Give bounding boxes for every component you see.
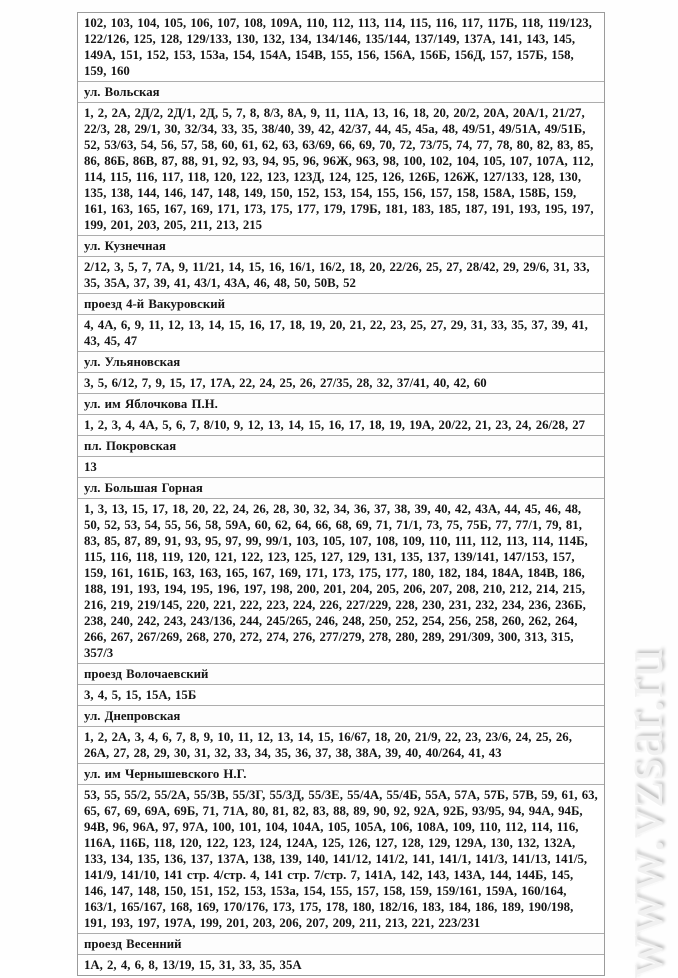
house-numbers-row: 4, 4А, 6, 9, 11, 12, 13, 14, 15, 16, 17, 18, 19, 20, 21, 22, 23, 25, 27, 29, 31, 33, 35, 37, 39, 41, 43, 45, 47 [78, 315, 604, 352]
street-header-row: ул. Большая Горная [78, 478, 604, 499]
house-numbers-row: 1, 3, 13, 15, 17, 18, 20, 22, 24, 26, 28, 30, 32, 34, 36, 37, 38, 39, 40, 42, 43А, 44, 45, 46, 48, 50, 52, 53, 54, 55, 56, 58, 59А, 60, 62, 64, 66, 68, 69, 71, 71/1, 73, 75, 75Б, 77, 77/1, 79, 81, 83, 85, 87, 89, 91, 93, 95, 97, 99, 99/1, 103, 105, 107, 108, 109, 110, 111, 112, 113, 114, 114Б, 115, 116, 118, 119, 120, 121, 122, 123, 125, 127, 129, 131, 135, 137, 139/141, 147/153, 157, 159, 161, 161Б, 163, 163, 165, 167, 169, 171, 173, 175, 177, 180, 182, 184, 184А, 184В, 186, 188, 191, 193, 194, 195, 196, 197, 198, 200, 201, 204, 205, 206, 207, 208, 210, 212, 214, 215, 216, 219, 219/145, 220, 221, 222, 223, 224, 226, 227/229, 228, 230, 231, 232, 234, 236, 236Б, 238, 240, 242, 243, 243/136, 244, 245/265, 246, 248, 250, 252, 254, 256, 258, 260, 262, 264, 266, 267, 267/269, 268, 270, 272, 274, 276, 277/279, 278, 280, 289, 291/309, 300, 313, 315, 357/3 [78, 499, 604, 664]
site-watermark: www.vzsar.ru [610, 647, 675, 978]
street-header-row: проезд Весенний [78, 934, 604, 955]
street-header-row: ул. им Чернышевского Н.Г. [78, 764, 604, 785]
house-numbers-row: 2/12, 3, 5, 7, 7А, 9, 11/21, 14, 15, 16, 16/1, 16/2, 18, 20, 22/26, 25, 27, 28/42, 29, 29/6, 31, 33, 35, 35А, 37, 39, 41, 43/1, 43А, 46, 48, 50, 50В, 52 [78, 257, 604, 294]
street-header-row: ул. Вольская [78, 82, 604, 103]
house-numbers-row: 53, 55, 55/2, 55/2А, 55/3В, 55/3Г, 55/3Д, 55/3Е, 55/4А, 55/4Б, 55А, 57А, 57Б, 57В, 59, 61, 63, 65, 67, 69, 69А, 69Б, 71, 71А, 80, 81, 82, 83, 88, 89, 90, 92, 92А, 92Б, 93/95, 94, 94А, 94Б, 94В, 96, 96А, 97, 97А, 100, 101, 104, 104А, 105, 105А, 106, 108А, 109, 110, 112, 114, 116, 116А, 116Б, 118, 120, 122, 123, 124, 124А, 125, 126, 127, 128, 129, 129А, 130, 132, 132А, 133, 134, 135, 136, 137, 137А, 138, 139, 140, 141/12, 141/2, 141, 141/1, 141/3, 141/13, 141/5, 141/9, 141/10, 141 стр. 4/стр. 4, 141 стр. 7/стр. 7, 141А, 142, 143, 143А, 144, 144Б, 145, 146, 147, 148, 150, 151, 152, 153, 153а, 154, 155, 157, 158, 159, 159/161, 159А, 160/164, 163/1, 165/167, 168, 169, 170/176, 173, 175, 178, 180, 182/16, 183, 184, 186, 189, 190/198, 191, 193, 197, 197А, 199, 201, 203, 206, 207, 209, 211, 213, 221, 223/231 [78, 785, 604, 934]
street-house-numbers-table [77, 12, 605, 976]
street-header-row: ул. Кузнечная [78, 236, 604, 257]
house-numbers-row: 3, 4, 5, 15, 15А, 15Б [78, 685, 604, 706]
street-header-row: ул. Днепровская [78, 706, 604, 727]
street-header-row: проезд 4-й Вакуровский [78, 294, 604, 315]
street-header-row: ул. Ульяновская [78, 352, 604, 373]
house-numbers-row: 1, 2, 3, 4, 4А, 5, 6, 7, 8/10, 9, 12, 13, 14, 15, 16, 17, 18, 19, 19А, 20/22, 21, 23, 24, 26/28, 27 [78, 415, 604, 436]
house-numbers-row: 13 [78, 457, 604, 478]
street-header-row: проезд Волочаевский [78, 664, 604, 685]
house-numbers-row: 3, 5, 6/12, 7, 9, 15, 17, 17А, 22, 24, 25, 26, 27/35, 28, 32, 37/41, 40, 42, 60 [78, 373, 604, 394]
house-numbers-row: 1, 2, 2А, 3, 4, 6, 7, 8, 9, 10, 11, 12, 13, 14, 15, 16/67, 18, 20, 21/9, 22, 23, 23/6, 24, 25, 26, 26А, 27, 28, 29, 30, 31, 32, 33, 34, 35, 36, 37, 38, 38А, 39, 40, 40/264, 41, 43 [78, 727, 604, 764]
house-numbers-row: 102, 103, 104, 105, 106, 107, 108, 109А, 110, 112, 113, 114, 115, 116, 117, 117Б, 118, 119/123, 122/126, 125, 128, 129/133, 130, 132, 134, 134/146, 135/144, 137/149, 137А, 141, 143, 145, 149А, 151, 152, 153, 153а, 154, 154А, 154В, 155, 156, 156А, 156Б, 156Д, 157, 157Б, 158, 159, 160 [78, 13, 604, 82]
house-numbers-row: 1А, 2, 4, 6, 8, 13/19, 15, 31, 33, 35, 35А [78, 955, 604, 975]
street-header-row: ул. им Яблочкова П.Н. [78, 394, 604, 415]
street-header-row: пл. Покровская [78, 436, 604, 457]
house-numbers-row: 1, 2, 2А, 2Д/2, 2Д/1, 2Д, 5, 7, 8, 8/3, 8А, 9, 11, 11А, 13, 16, 18, 20, 20/2, 20А, 20А/1, 21/27, 22/3, 28, 29/1, 30, 32/34, 33, 35, 38/40, 39, 42, 42/37, 44, 45, 45а, 48, 49/51, 49/51А, 49/51Б, 52, 53/63, 54, 56, 57, 58, 60, 61, 62, 63, 63/69, 66, 69, 70, 72, 73/75, 74, 77, 78, 80, 82, 83, 85, 86, 86Б, 86В, 87, 88, 91, 92, 93, 94, 95, 96, 96Ж, 96З, 98, 100, 102, 104, 105, 107, 107А, 112, 114, 115, 116, 117, 118, 120, 122, 123, 123Д, 124, 125, 126, 126Б, 126Ж, 127/133, 128, 130, 135, 138, 144, 146, 147, 148, 149, 150, 152, 153, 154, 155, 156, 157, 158, 158А, 158Б, 159, 161, 163, 165, 167, 169, 171, 173, 175, 177, 179, 179Б, 181, 183, 185, 187, 191, 193, 195, 197, 199, 201, 203, 205, 211, 213, 215 [78, 103, 604, 236]
